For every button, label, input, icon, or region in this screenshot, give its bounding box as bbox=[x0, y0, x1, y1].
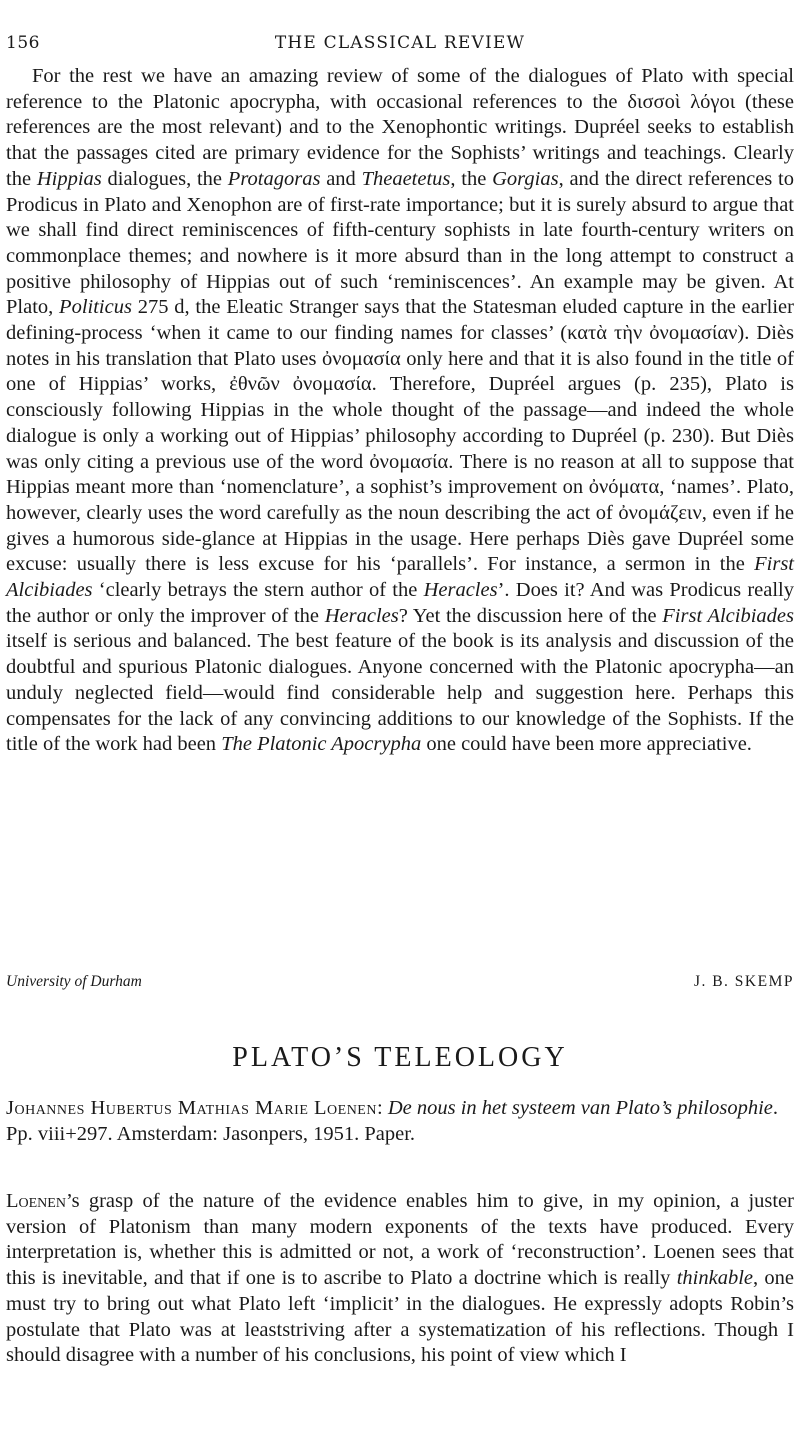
work-title: Theaetetus bbox=[361, 167, 451, 190]
work-title: First Alcibiades bbox=[6, 553, 794, 602]
review-paragraph-1: For the rest we have an amazing review of some of the dialogues of Plato with special reference to the Platonic apocrypha, with occasional references to the δισσοὶ λόγοι (these references are the most relevant) and to the Xenophontic writings. Dupréel seeks to establish that the passages cited are primary evidence for the Sophists’ writings and teachings. Clearly the Hippias dialogues, the Protagoras and Theaetetus, the Gorgias, and the direct references to Prodicus in Plato and Xenophon are of first-rate importance; but it is surely absurd to argue that we shall find direct reminiscences of fifth-century sophists in late fourth-century writers on commonplace themes; and nowhere is it more absurd than in the long attempt to construct a positive philosophy of Hippias out of such ‘reminiscences’. An example may be given. At Plato, Politicus 275 d, the Eleatic Stranger says that the Statesman eluded capture in the earlier defining-process ‘when it came to our finding names for classes’ (κατὰ τὴν ὀνομασίαν). Diès notes in his translation that Plato uses ὀνομασία only here and that it is also found in the title of one of Hippias’ works, ἐθνῶν ὀνομασία. Therefore, Dupréel argues (p. 235), Plato is consciously following Hippias in the whole thought of the passage—and indeed the whole dialogue is only a working out of Hippias’ philosophy according to Dupréel (p. 230). But Diès was only citing a previous use of the word ὀνομασία. There is no reason at all to suppose that Hippias meant more than ‘nomenclature’, a sophist’s improvement on ὀνόματα, ‘names’. Plato, however, clearly uses the word carefully as the noun describing the act of ὀνομάζειν, even if he gives a humorous side-glance at Hippias in the usage. Here perhaps Diès gave Dupréel some excuse: usually there is less excuse for his ‘parallels’. For instance, a sermon in the First Alcibiades ‘clearly betrays the stern author of the Heracles’. Does it? And was Prodicus really the author or only the improver of the Heracles? Yet the discussion here of the First Alcibiades itself is serious and balanced. The best feature of the book is its analysis and discussion of the doubtful and spurious Platonic dialogues. Anyone concerned with the Platonic apocrypha—an unduly neglected field—would find considerable help and suggestion here. Perhaps this compensates for the lack of any convincing additions to our knowledge of the Sophists. If the title of the work had been The Platonic Apocrypha one could have been more appreciative. bbox=[6, 65, 794, 756]
work-title: Politicus bbox=[59, 296, 132, 319]
greek-phrase: κατὰ τὴν ὀνομασίαν bbox=[567, 322, 738, 345]
journal-title: THE CLASSICAL REVIEW bbox=[274, 33, 526, 53]
journal-page bbox=[6, 0, 794, 1448]
section-title: PLATO’S TELEOLOGY bbox=[232, 1042, 568, 1073]
work-title: Protagoras bbox=[227, 167, 321, 190]
greek-phrase: ἐθνῶν ὀνομασία bbox=[229, 373, 372, 396]
work-title: The Platonic Apocrypha bbox=[221, 733, 422, 756]
running-head bbox=[6, 33, 794, 55]
greek-phrase: ὀνομασία bbox=[321, 347, 401, 370]
book-author: Johannes Hubertus Mathias Marie Loenen bbox=[6, 1097, 377, 1119]
review-paragraph-2: Loenen’s grasp of the nature of the evidence enables him to give, in my opinion, a juster version of Platonism than many modern exponents of the texts have produced. Every interpretation is, whether this is admitted or not, a work of ‘reconstruction’. Loenen sees that this is inevitable, and that if one is to ascribe to Plato a doctrine which is really thinkable, one must try to bring out what Plato left ‘implicit’ in the dialogues. He expressly adopts Robin’s postulate that Plato was at leaststriving after a systematization of his reflections. Though I should disagree with a number of his conclusions, his point of view which I bbox=[6, 1190, 794, 1367]
greek-phrase: ὀνόματα bbox=[588, 476, 660, 499]
work-title: Heracles bbox=[423, 579, 498, 602]
work-title: Gorgias bbox=[492, 167, 559, 190]
work-title: First Alcibiades bbox=[662, 604, 794, 627]
greek-phrase: ὀνομάζειν bbox=[618, 501, 702, 524]
page-number: 156 bbox=[6, 33, 40, 53]
book-title: De nous in het systeem van Plato’s philosophie bbox=[387, 1097, 773, 1119]
review-signature bbox=[6, 973, 794, 997]
greek-phrase: δισσοὶ λόγοι bbox=[627, 90, 736, 113]
reviewer-name: J. B. SKEMP bbox=[693, 973, 794, 990]
work-title: Hippias bbox=[36, 167, 102, 190]
first-word: Loenen bbox=[6, 1190, 66, 1212]
book-details: . Pp. viii+297. Amsterdam: Jasonpers, 1951. Paper. bbox=[6, 1097, 779, 1145]
reviewer-affiliation: University of Durham bbox=[6, 973, 142, 990]
bibliographic-entry: Johannes Hubertus Mathias Marie Loenen: De nous in het systeem van Plato’s philosophie. Pp. viii+297. Amsterdam: Jasonpers, 1951. Paper. bbox=[6, 1097, 779, 1145]
work-title: Heracles bbox=[324, 604, 399, 627]
greek-phrase: ὀνομασία bbox=[369, 450, 449, 473]
